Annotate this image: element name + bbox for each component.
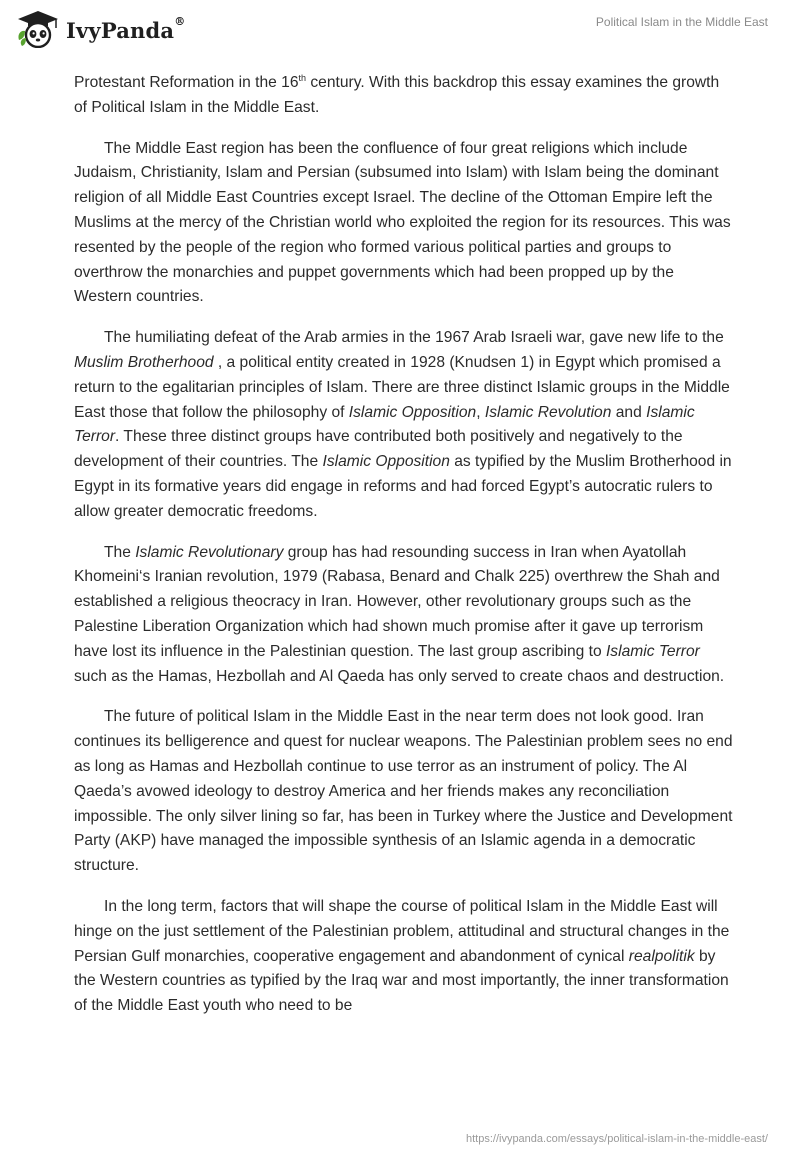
- page-header: [0, 0, 800, 64]
- paragraph-6: In the long term, factors that will shape the course of political Islam in the Middle East will hinge on the just settlement of the Palestinian problem, attitudinal and structural changes in the Persian Gulf monarchies, cooperative engagement and abandonment of cynical realpolitik by the Western countries as typified by the Iraq war and most importantly, the inner transformation of the Middle East youth who need to be: [74, 897, 730, 1015]
- document-title: Political Islam in the Middle East: [595, 15, 768, 29]
- paragraph-4: The Islamic Revolutionary group has had resounding success in Iran when Ayatollah Khomeini‘s Iranian revolution, 1979 (Rabasa, Benard and Chalk 225) overthrew the Shah and established a religious theocracy in Iran. However, other revolutionary groups such as the Palestine Liberation Organization which had shown much promise after it gave up terrorism have lost its influence in the Palestinian question. The last group ascribing to Islamic Terror such as the Hamas, Hezbollah and Al Qaeda has only served to create chaos and destruction.: [74, 543, 725, 685]
- panda-logo-icon: [16, 10, 60, 48]
- brand-name: IvyPanda®: [66, 14, 186, 43]
- source-url[interactable]: https://ivypanda.com/essays/political-islam-in-the-middle-east/: [465, 1133, 768, 1145]
- paragraph-3: The humiliating defeat of the Arab armies in the 1967 Arab Israeli war, gave new life to the Muslim Brotherhood , a political entity created in 1928 (Knudsen 1) in Egypt which promised a return to the egalitarian principles of Islam. There are three distinct Islamic groups in the Middle East those that follow the philosophy of Islamic Opposition, Islamic Revolution and Islamic Terror. These three distinct groups have contributed both positively and negatively to the development of their countries. The Islamic Opposition as typified by the Muslim Brotherhood in Egypt in its formative years did engage in reforms and had forced Egypt’s autocratic rulers to allow greater democratic freedoms.: [74, 329, 732, 520]
- paragraph-1: Protestant Reformation in the 16th century. With this backdrop this essay examines the growth of Political Islam in the Middle East.: [74, 72, 720, 116]
- essay-body: [74, 71, 734, 1035]
- brand-logo[interactable]: [16, 10, 185, 48]
- registered-mark: ®: [174, 14, 186, 28]
- paragraph-2: The Middle East region has been the confluence of four great religions which include Judaism, Christianity, Islam and Persian (subsumed into Islam) with Islam being the dominant religion of all Middle East Countries except Israel. The decline of the Ottoman Empire left the Muslims at the mercy of the Christian world who exploited the region for its resources. This was resented by the people of the region who formed various political parties and groups to overthrow the monarchies and puppet governments which had been propped up by the Western countries.: [74, 139, 731, 306]
- paragraph-5: The future of political Islam in the Middle East in the near term does not look good. Iran continues its belligerence and quest for nuclear weapons. The Palestinian problem sees no end as long as Hamas and Hezbollah continue to use terror as an instrument of policy. The Al Qaeda’s avowed ideology to destroy America and her friends makes any reconciliation impossible. The only silver lining so far, has been in Turkey where the Justice and Development Party (AKP) have managed the impossible synthesis of an Islamic agenda in a democratic structure.: [74, 708, 733, 875]
